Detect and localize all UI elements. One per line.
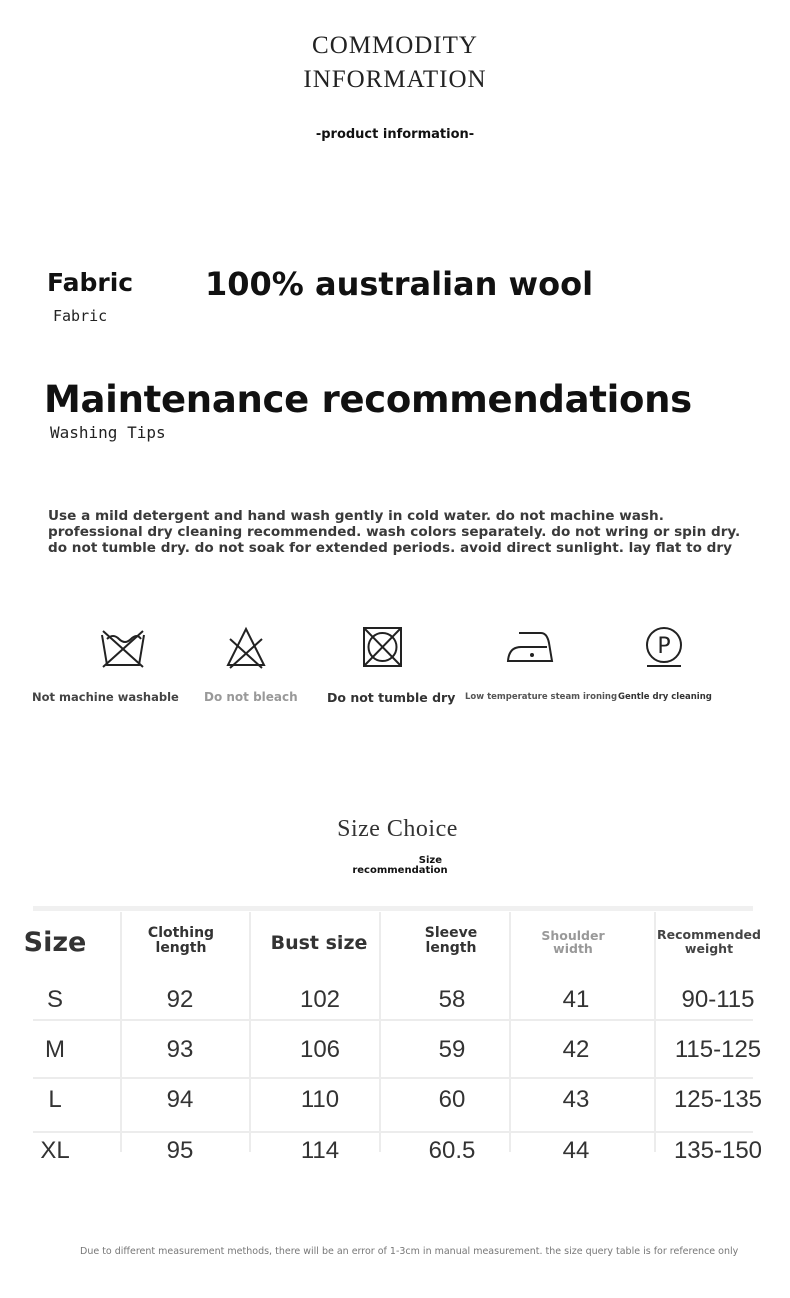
size-section-title: Size Choice [337,816,458,842]
table-cell: 135-150 [673,1137,763,1164]
gentle-dry-clean-icon [643,625,687,669]
no-tumble-dry-icon [362,625,404,669]
table-cell: 115-125 [674,1036,762,1063]
table-cell: 95 [166,1137,194,1164]
table-cell: 93 [166,1036,194,1063]
table-header-recommended-weight [655,928,763,956]
fabric-value: 100% australian wool [205,265,594,303]
table-cell: 60 [438,1086,466,1113]
header-line: length [425,940,477,956]
page-subtitle: -product information- [315,127,475,142]
fabric-label: Fabric [47,268,134,297]
table-divider [379,912,381,1152]
table-cell: 92 [166,986,194,1013]
care-label-no-tumble-dry: Do not tumble dry [327,690,456,705]
table-header-bust-size: Bust size [270,932,368,954]
table-cell: 58 [438,986,466,1013]
table-divider [509,912,511,1152]
table-cell: 60.5 [428,1137,476,1164]
header-line: Shoulder [541,928,605,943]
header-line: Sleeve [424,925,478,941]
size-sub-line-1: Size [418,855,442,866]
maintenance-body: Use a mild detergent and hand wash gently in cold water. do not machine wash. professional dry cleaning recommended. wash colors separately. do not wring or spin dry. do not tumble dry. do not soak for extended periods. avoid direct sunlight. lay flat to dry [48,508,741,556]
header-line: Recommended [657,927,761,942]
no-bleach-icon [225,625,267,669]
no-machine-wash-icon [100,625,146,669]
size-sub-line-2: recommendation [352,865,448,876]
header-line: Clothing [147,925,215,941]
care-label-gentle-dry-clean: Gentle dry cleaning [618,692,712,702]
table-cell-size: XL [40,1137,70,1164]
low-iron-icon [505,625,555,669]
header-line: weight [684,941,734,956]
table-divider [249,912,251,1152]
table-divider [120,912,122,1152]
table-cell-size: S [46,986,63,1013]
page-title-line-1: COMMODITY [312,32,478,59]
table-cell-size: M [45,1036,65,1063]
table-cell: 42 [562,1036,590,1063]
header-line: length [155,940,207,956]
care-label-low-iron: Low temperature steam ironing [465,692,618,702]
maintenance-subtitle: Washing Tips [50,423,166,442]
table-row-divider [33,1131,753,1133]
table-cell: 106 [299,1036,341,1063]
table-cell: 44 [562,1137,590,1164]
table-cell: 59 [438,1036,466,1063]
svg-text:P: P [657,634,671,659]
table-row-divider [33,1077,753,1079]
fabric-sublabel: Fabric [53,307,108,325]
table-header-clothing-length [130,926,232,956]
table-cell-size: L [48,1086,62,1113]
table-row-divider [33,1019,753,1021]
table-cell: 110 [300,1086,340,1113]
table-header-size: Size [23,927,87,958]
table-cell: 43 [562,1086,590,1113]
table-cell: 94 [166,1086,194,1113]
care-label-no-bleach: Do not bleach [204,690,298,704]
page-title-line-2: INFORMATION [303,66,487,93]
table-cell: 125-135 [673,1086,763,1113]
table-header-shoulder-width [522,929,624,955]
table-cell: 102 [299,986,341,1013]
footnote: Due to different measurement methods, there will be an error of 1-3cm in manual measurement. the size query table is for reference only [80,1246,739,1257]
table-cell: 90-115 [681,986,755,1013]
table-top-border [33,906,753,911]
table-cell: 41 [562,986,590,1013]
maintenance-title: Maintenance recommendations [44,378,692,421]
header-line: width [553,941,593,956]
table-header-sleeve-length [400,926,502,956]
care-label-no-machine-wash: Not machine washable [32,690,179,704]
size-section-subtitle [350,856,450,876]
table-cell: 114 [300,1137,340,1164]
